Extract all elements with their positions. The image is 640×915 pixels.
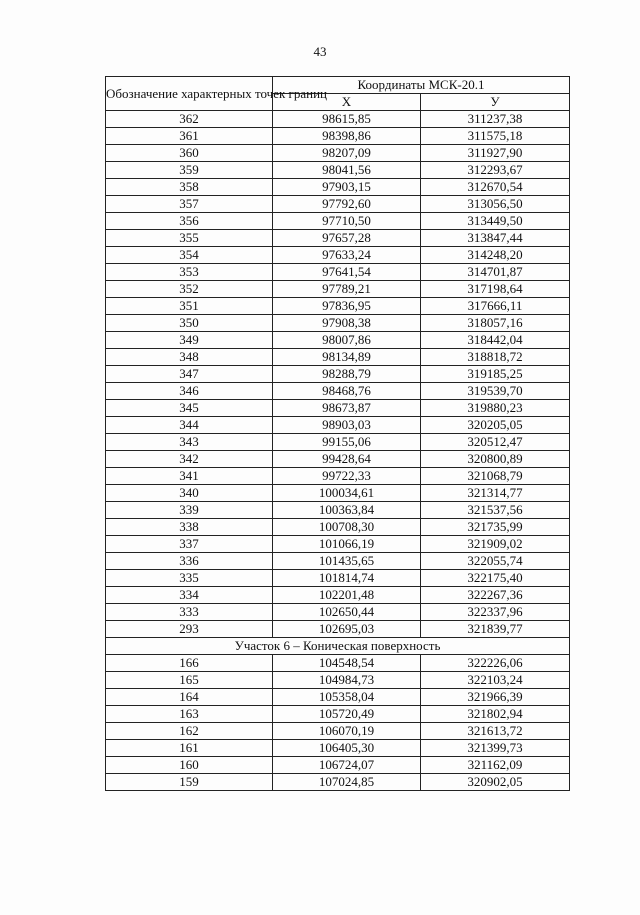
x-coordinate-cell: 102201,48 bbox=[273, 587, 421, 604]
table-row bbox=[106, 536, 570, 553]
y-coordinate-cell: 322175,40 bbox=[421, 570, 570, 587]
x-coordinate-cell: 106070,19 bbox=[273, 723, 421, 740]
table-row bbox=[106, 264, 570, 281]
x-coordinate-cell: 101066,19 bbox=[273, 536, 421, 553]
table-body-section bbox=[106, 655, 570, 791]
point-id-cell: 161 bbox=[106, 740, 273, 757]
y-coordinate-cell: 318057,16 bbox=[421, 315, 570, 332]
x-coordinate-cell: 97836,95 bbox=[273, 298, 421, 315]
x-coordinate-cell: 100363,84 bbox=[273, 502, 421, 519]
point-id-cell: 333 bbox=[106, 604, 273, 621]
table-row bbox=[106, 774, 570, 791]
section-title: Участок 6 – Коническая поверхность bbox=[106, 638, 570, 655]
point-id-cell: 346 bbox=[106, 383, 273, 400]
table-body-main bbox=[106, 111, 570, 638]
y-coordinate-cell: 321613,72 bbox=[421, 723, 570, 740]
point-id-cell: 159 bbox=[106, 774, 273, 791]
x-coordinate-cell: 98398,86 bbox=[273, 128, 421, 145]
table-row bbox=[106, 570, 570, 587]
x-coordinate-cell: 105720,49 bbox=[273, 706, 421, 723]
y-coordinate-cell: 317198,64 bbox=[421, 281, 570, 298]
y-coordinate-cell: 321537,56 bbox=[421, 502, 570, 519]
point-id-cell: 351 bbox=[106, 298, 273, 315]
y-coordinate-cell: 321735,99 bbox=[421, 519, 570, 536]
page-number: 43 bbox=[313, 44, 327, 59]
table-row bbox=[106, 553, 570, 570]
y-coordinate-cell: 321909,02 bbox=[421, 536, 570, 553]
y-coordinate-cell: 312293,67 bbox=[421, 162, 570, 179]
y-coordinate-cell: 318442,04 bbox=[421, 332, 570, 349]
y-coordinate-cell: 319539,70 bbox=[421, 383, 570, 400]
y-coordinate-cell: 321068,79 bbox=[421, 468, 570, 485]
x-coordinate-cell: 97710,50 bbox=[273, 213, 421, 230]
y-coordinate-cell: 312670,54 bbox=[421, 179, 570, 196]
x-coordinate-cell: 100034,61 bbox=[273, 485, 421, 502]
point-id-cell: 339 bbox=[106, 502, 273, 519]
table-row bbox=[106, 417, 570, 434]
table-row bbox=[106, 706, 570, 723]
table-row bbox=[106, 230, 570, 247]
y-coordinate-cell: 320902,05 bbox=[421, 774, 570, 791]
coordinates-table bbox=[105, 76, 570, 791]
table-row bbox=[106, 145, 570, 162]
point-id-cell: 337 bbox=[106, 536, 273, 553]
point-id-cell: 362 bbox=[106, 111, 273, 128]
y-coordinate-cell: 320512,47 bbox=[421, 434, 570, 451]
x-coordinate-cell: 98468,76 bbox=[273, 383, 421, 400]
point-id-cell: 163 bbox=[106, 706, 273, 723]
section-header-row bbox=[106, 638, 570, 655]
y-coordinate-cell: 321314,77 bbox=[421, 485, 570, 502]
coordinates-column-header: Координаты МСК-20.1 bbox=[273, 77, 570, 94]
table-row bbox=[106, 315, 570, 332]
x-coordinate-cell: 99428,64 bbox=[273, 451, 421, 468]
x-coordinate-cell: 98673,87 bbox=[273, 400, 421, 417]
y-coordinate-cell: 319185,25 bbox=[421, 366, 570, 383]
y-coordinate-cell: 320800,89 bbox=[421, 451, 570, 468]
point-id-cell: 338 bbox=[106, 519, 273, 536]
point-id-cell: 334 bbox=[106, 587, 273, 604]
table-row bbox=[106, 604, 570, 621]
y-coordinate-cell: 320205,05 bbox=[421, 417, 570, 434]
y-coordinate-cell: 311575,18 bbox=[421, 128, 570, 145]
x-coordinate-cell: 99155,06 bbox=[273, 434, 421, 451]
table-row bbox=[106, 519, 570, 536]
table-row bbox=[106, 400, 570, 417]
y-coordinate-cell: 321839,77 bbox=[421, 621, 570, 638]
y-coordinate-cell: 321966,39 bbox=[421, 689, 570, 706]
x-coordinate-cell: 102650,44 bbox=[273, 604, 421, 621]
x-coordinate-cell: 104548,54 bbox=[273, 655, 421, 672]
table-row bbox=[106, 655, 570, 672]
table-row bbox=[106, 757, 570, 774]
point-id-cell: 164 bbox=[106, 689, 273, 706]
x-coordinate-cell: 97903,15 bbox=[273, 179, 421, 196]
table-row bbox=[106, 468, 570, 485]
table-row bbox=[106, 485, 570, 502]
y-coordinate-cell: 313449,50 bbox=[421, 213, 570, 230]
point-id-cell: 353 bbox=[106, 264, 273, 281]
x-coordinate-cell: 98134,89 bbox=[273, 349, 421, 366]
x-coordinate-cell: 100708,30 bbox=[273, 519, 421, 536]
y-coordinate-cell: 321162,09 bbox=[421, 757, 570, 774]
y-coordinate-cell: 317666,11 bbox=[421, 298, 570, 315]
y-coordinate-cell: 311237,38 bbox=[421, 111, 570, 128]
x-coordinate-cell: 107024,85 bbox=[273, 774, 421, 791]
table-row bbox=[106, 213, 570, 230]
table-row bbox=[106, 162, 570, 179]
point-id-cell: 356 bbox=[106, 213, 273, 230]
point-id-cell: 342 bbox=[106, 451, 273, 468]
points-column-header: Обозначение характерных точек границ bbox=[106, 77, 273, 111]
y-coordinate-cell: 321802,94 bbox=[421, 706, 570, 723]
y-coordinate-cell: 313056,50 bbox=[421, 196, 570, 213]
point-id-cell: 358 bbox=[106, 179, 273, 196]
y-coordinate-cell: 322226,06 bbox=[421, 655, 570, 672]
point-id-cell: 341 bbox=[106, 468, 273, 485]
point-id-cell: 345 bbox=[106, 400, 273, 417]
table-row bbox=[106, 434, 570, 451]
point-id-cell: 352 bbox=[106, 281, 273, 298]
table-row bbox=[106, 247, 570, 264]
y-coordinate-cell: 321399,73 bbox=[421, 740, 570, 757]
y-coordinate-cell: 314248,20 bbox=[421, 247, 570, 264]
x-coordinate-cell: 106405,30 bbox=[273, 740, 421, 757]
y-coordinate-cell: 313847,44 bbox=[421, 230, 570, 247]
point-id-cell: 165 bbox=[106, 672, 273, 689]
table-row bbox=[106, 740, 570, 757]
point-id-cell: 344 bbox=[106, 417, 273, 434]
table-row bbox=[106, 349, 570, 366]
y-coordinate-cell: 322267,36 bbox=[421, 587, 570, 604]
point-id-cell: 359 bbox=[106, 162, 273, 179]
point-id-cell: 360 bbox=[106, 145, 273, 162]
y-column-header: У bbox=[421, 94, 570, 111]
point-id-cell: 335 bbox=[106, 570, 273, 587]
point-id-cell: 347 bbox=[106, 366, 273, 383]
y-coordinate-cell: 319880,23 bbox=[421, 400, 570, 417]
table-row bbox=[106, 383, 570, 400]
table-row bbox=[106, 689, 570, 706]
table-row bbox=[106, 128, 570, 145]
x-coordinate-cell: 101814,74 bbox=[273, 570, 421, 587]
x-coordinate-cell: 97633,24 bbox=[273, 247, 421, 264]
section-header-body bbox=[106, 638, 570, 655]
x-coordinate-cell: 97789,21 bbox=[273, 281, 421, 298]
x-coordinate-cell: 105358,04 bbox=[273, 689, 421, 706]
table-row bbox=[106, 196, 570, 213]
point-id-cell: 162 bbox=[106, 723, 273, 740]
point-id-cell: 340 bbox=[106, 485, 273, 502]
x-coordinate-cell: 98041,56 bbox=[273, 162, 421, 179]
x-coordinate-cell: 98903,03 bbox=[273, 417, 421, 434]
table-row bbox=[106, 332, 570, 349]
table-row bbox=[106, 502, 570, 519]
x-coordinate-cell: 104984,73 bbox=[273, 672, 421, 689]
point-id-cell: 350 bbox=[106, 315, 273, 332]
table-row bbox=[106, 111, 570, 128]
y-coordinate-cell: 322337,96 bbox=[421, 604, 570, 621]
x-column-header: X bbox=[273, 94, 421, 111]
x-coordinate-cell: 101435,65 bbox=[273, 553, 421, 570]
y-coordinate-cell: 314701,87 bbox=[421, 264, 570, 281]
point-id-cell: 166 bbox=[106, 655, 273, 672]
y-coordinate-cell: 311927,90 bbox=[421, 145, 570, 162]
table-row bbox=[106, 587, 570, 604]
x-coordinate-cell: 106724,07 bbox=[273, 757, 421, 774]
y-coordinate-cell: 318818,72 bbox=[421, 349, 570, 366]
point-id-cell: 349 bbox=[106, 332, 273, 349]
point-id-cell: 361 bbox=[106, 128, 273, 145]
y-coordinate-cell: 322055,74 bbox=[421, 553, 570, 570]
point-id-cell: 160 bbox=[106, 757, 273, 774]
x-coordinate-cell: 97908,38 bbox=[273, 315, 421, 332]
table-row bbox=[106, 451, 570, 468]
point-id-cell: 343 bbox=[106, 434, 273, 451]
x-coordinate-cell: 97792,60 bbox=[273, 196, 421, 213]
x-coordinate-cell: 97657,28 bbox=[273, 230, 421, 247]
table-row bbox=[106, 179, 570, 196]
point-id-cell: 355 bbox=[106, 230, 273, 247]
x-coordinate-cell: 99722,33 bbox=[273, 468, 421, 485]
table-row bbox=[106, 366, 570, 383]
point-id-cell: 357 bbox=[106, 196, 273, 213]
point-id-cell: 293 bbox=[106, 621, 273, 638]
x-coordinate-cell: 98207,09 bbox=[273, 145, 421, 162]
x-coordinate-cell: 97641,54 bbox=[273, 264, 421, 281]
table-row bbox=[106, 298, 570, 315]
point-id-cell: 336 bbox=[106, 553, 273, 570]
table-row bbox=[106, 723, 570, 740]
table-row bbox=[106, 621, 570, 638]
x-coordinate-cell: 102695,03 bbox=[273, 621, 421, 638]
table-row bbox=[106, 672, 570, 689]
point-id-cell: 354 bbox=[106, 247, 273, 264]
point-id-cell: 348 bbox=[106, 349, 273, 366]
x-coordinate-cell: 98615,85 bbox=[273, 111, 421, 128]
x-coordinate-cell: 98288,79 bbox=[273, 366, 421, 383]
y-coordinate-cell: 322103,24 bbox=[421, 672, 570, 689]
table-header bbox=[106, 77, 570, 111]
x-coordinate-cell: 98007,86 bbox=[273, 332, 421, 349]
table-row bbox=[106, 281, 570, 298]
